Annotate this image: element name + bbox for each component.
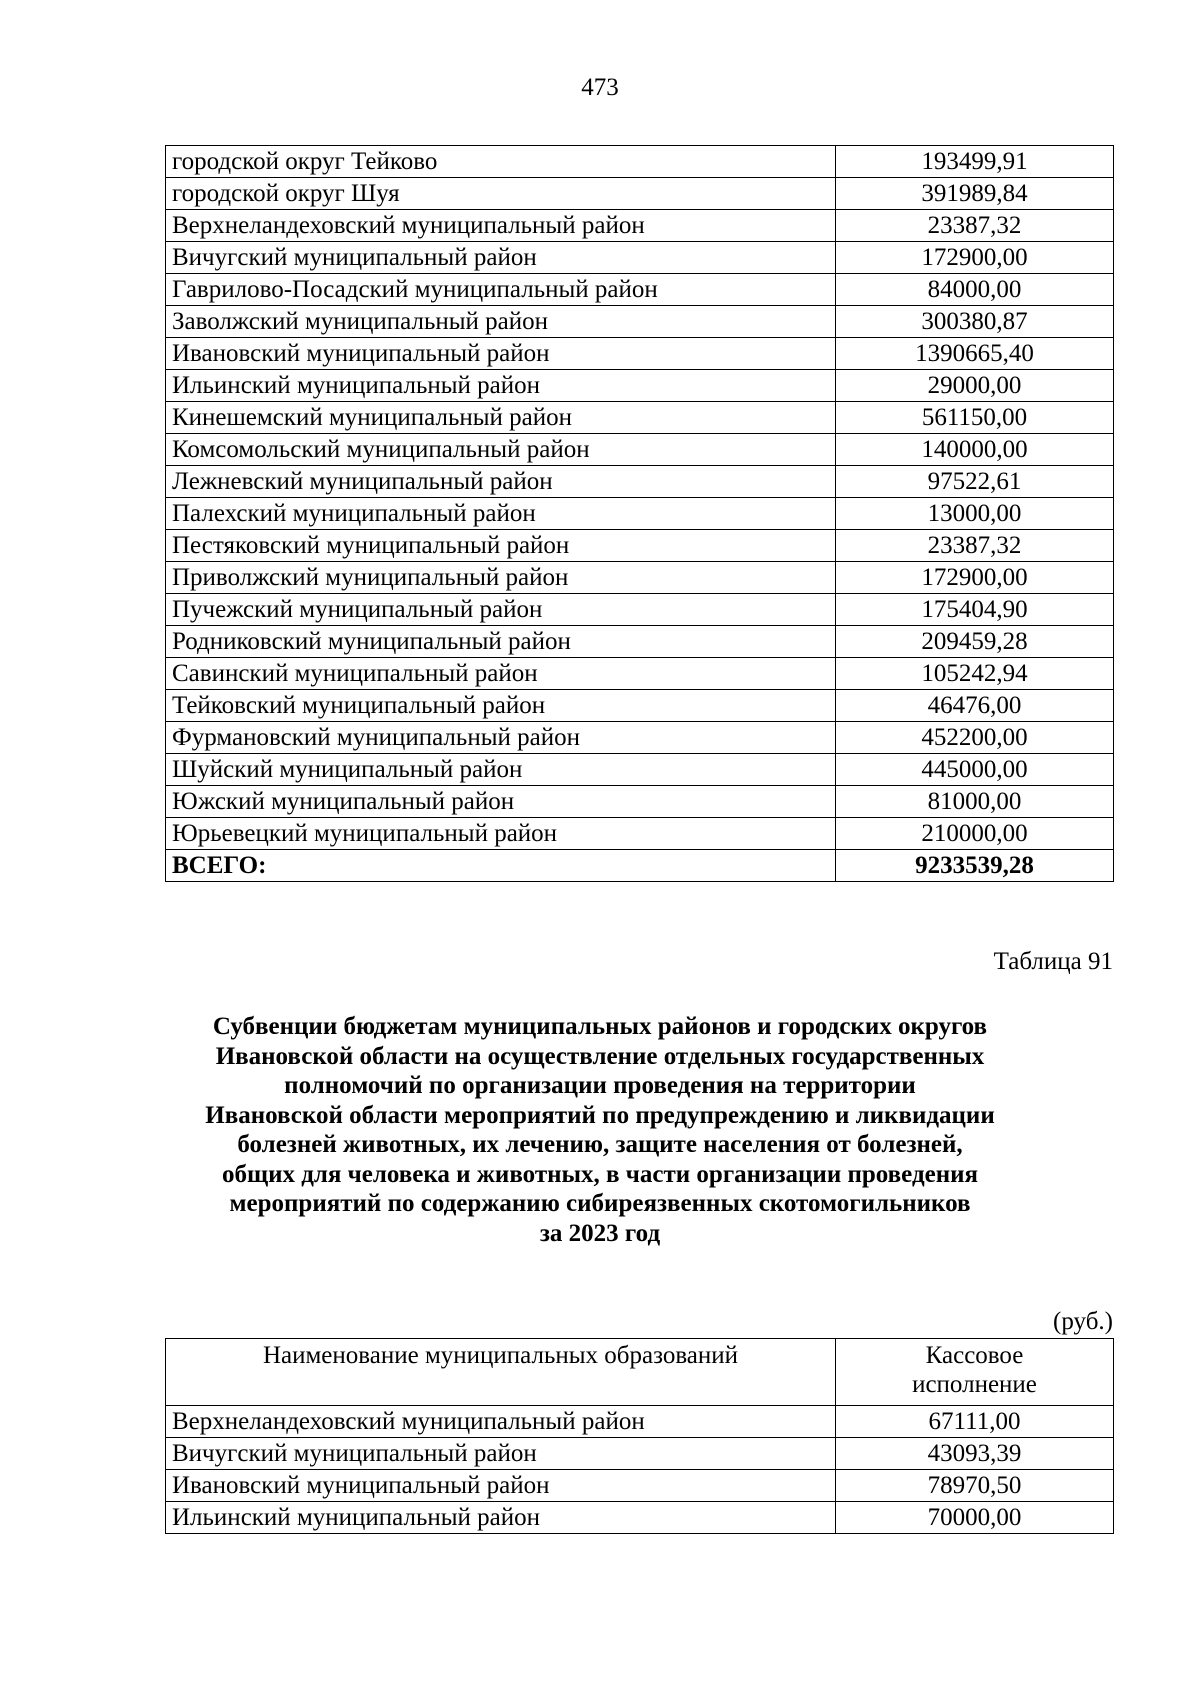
amount: 23387,32 [836,210,1114,242]
table-row [166,242,1114,274]
table-row [166,1470,1114,1502]
municipality-name: Тейковский муниципальный район [166,690,836,722]
municipality-name: Вичугский муниципальный район [166,242,836,274]
municipality-name: Ивановский муниципальный район [166,338,836,370]
amount: 210000,00 [836,818,1114,850]
municipality-name: Фурмановский муниципальный район [166,722,836,754]
municipality-name: Шуйский муниципальный район [166,754,836,786]
title-line: мероприятий по содержанию сибиреязвенных скотомогильников [229,1190,971,1217]
table-row [166,562,1114,594]
municipality-name: Верхнеландеховский муниципальный район [166,210,836,242]
title-line: общих для человека и животных, в части организации проведения [221,1160,979,1188]
table-row [166,370,1114,402]
amount: 445000,00 [836,754,1114,786]
page-number: 473 [581,74,619,101]
municipality-name: Родниковский муниципальный район [166,626,836,658]
municipality-name: Гаврилово-Посадский муниципальный район [166,274,836,306]
amount: 391989,84 [836,178,1114,210]
amount: 81000,00 [836,786,1114,818]
amount: 43093,39 [836,1438,1114,1470]
total-row [166,850,1114,882]
municipality-name: Савинский муниципальный район [166,658,836,690]
table-row [166,786,1114,818]
table-row [166,594,1114,626]
amount: 70000,00 [836,1502,1114,1534]
municipality-name: Заволжский муниципальный район [166,306,836,338]
unit-label: (руб.) [1053,1308,1113,1335]
title-line: Субвенции бюджетам муниципальных районов и городских округов [212,1013,988,1040]
table-row [166,274,1114,306]
table-row [166,178,1114,210]
table-row [166,1438,1114,1470]
table-row [166,1406,1114,1438]
municipality-name: городской округ Тейково [166,146,836,178]
municipality-name: Лежневский муниципальный район [166,466,836,498]
amount: 175404,90 [836,594,1114,626]
table-row [166,658,1114,690]
column-header-name: Наименование муниципальных образований [166,1339,836,1406]
table-row [166,402,1114,434]
municipality-name: Юрьевецкий муниципальный район [166,818,836,850]
municipality-name: Вичугский муниципальный район [166,1438,836,1470]
municipality-name: Ильинский муниципальный район [166,370,836,402]
title-line: Ивановской области на осуществление отдельных государственных [215,1042,985,1070]
municipality-name: Комсомольский муниципальный район [166,434,836,466]
title-line: полномочий по организации проведения на территории [284,1072,916,1099]
amount: 23387,32 [836,530,1114,562]
table-row [166,338,1114,370]
column-header-value [836,1339,1114,1406]
table-row [166,498,1114,530]
municipality-name: Южский муниципальный район [166,786,836,818]
table-row [166,754,1114,786]
amount: 84000,00 [836,274,1114,306]
amount: 209459,28 [836,626,1114,658]
amount: 172900,00 [836,242,1114,274]
amount: 46476,00 [836,690,1114,722]
table-row [166,722,1114,754]
municipality-name: городской округ Шуя [166,178,836,210]
table-row [166,146,1114,178]
column-header-value-line: исполнение [912,1371,1037,1398]
table-91 [165,1338,1114,1534]
municipality-name: Ивановский муниципальный район [166,1470,836,1502]
amount: 140000,00 [836,434,1114,466]
amount: 78970,50 [836,1470,1114,1502]
table-row [166,306,1114,338]
municipality-name: Ильинский муниципальный район [166,1502,836,1534]
table-header-row [166,1339,1114,1406]
amount: 193499,91 [836,146,1114,178]
municipality-name: Пучежский муниципальный район [166,594,836,626]
total-label: ВСЕГО: [166,850,836,882]
amount: 452200,00 [836,722,1114,754]
table-row [166,210,1114,242]
table-90-continuation [165,145,1114,882]
table-row [166,626,1114,658]
municipality-name: Кинешемский муниципальный район [166,402,836,434]
table-row [166,530,1114,562]
amount: 1390665,40 [836,338,1114,370]
table-row [166,818,1114,850]
amount: 561150,00 [836,402,1114,434]
column-header-value-line: Кассовое [925,1342,1024,1369]
amount: 97522,61 [836,466,1114,498]
table-number-label: Таблица 91 [993,948,1113,975]
municipality-name: Палехский муниципальный район [166,498,836,530]
table-row [166,466,1114,498]
amount: 300380,87 [836,306,1114,338]
amount: 29000,00 [836,370,1114,402]
amount: 67111,00 [836,1406,1114,1438]
municipality-name: Верхнеландеховский муниципальный район [166,1406,836,1438]
title-line: Ивановской области мероприятий по предупреждению и ликвидации [205,1101,995,1129]
amount: 13000,00 [836,498,1114,530]
table-row [166,690,1114,722]
title-line: за 2023 год [539,1219,661,1247]
table-title [0,1012,1200,1248]
municipality-name: Пестяковский муниципальный район [166,530,836,562]
amount: 105242,94 [836,658,1114,690]
total-amount: 9233539,28 [836,850,1114,882]
table-row [166,1502,1114,1534]
table-row [166,434,1114,466]
municipality-name: Приволжский муниципальный район [166,562,836,594]
amount: 172900,00 [836,562,1114,594]
title-line: болезней животных, их лечению, защите населения от болезней, [237,1131,963,1158]
